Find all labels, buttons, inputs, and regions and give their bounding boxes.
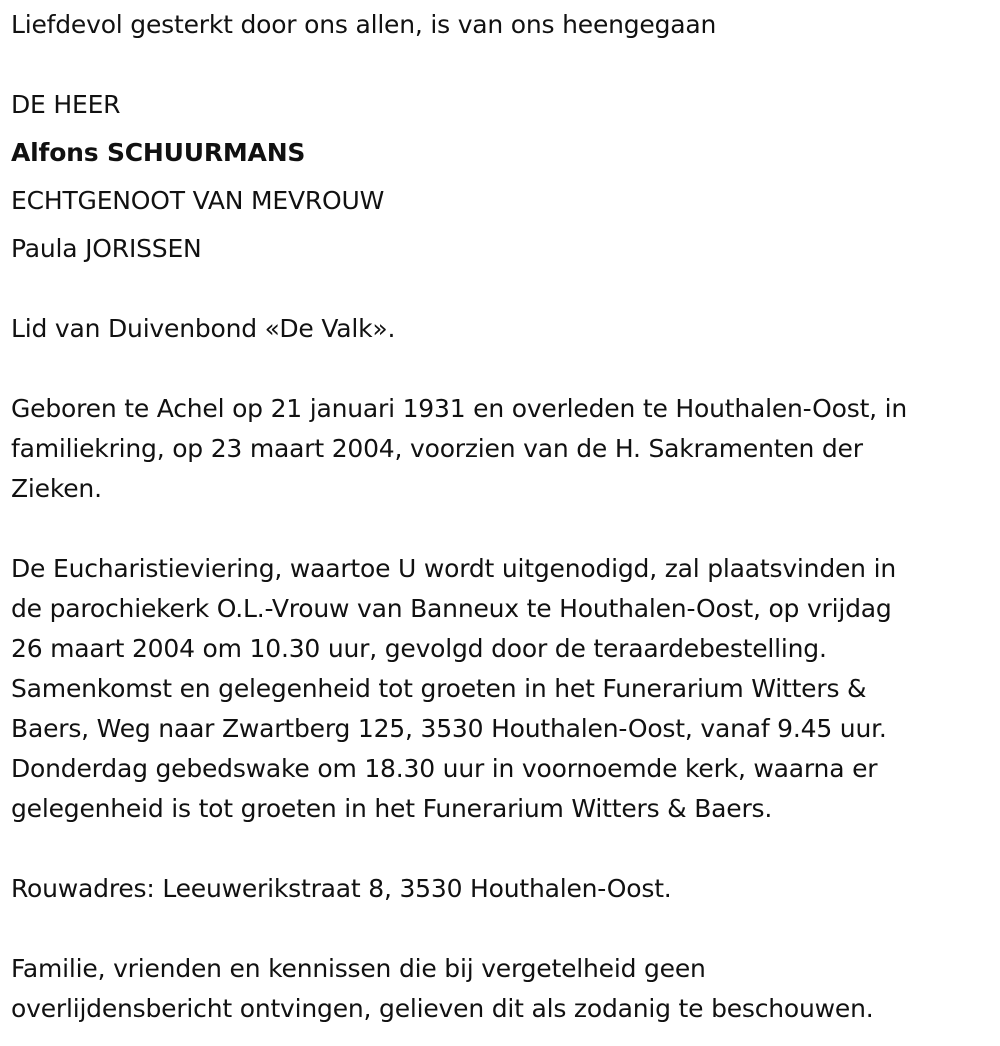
ceremony-line-1: De Eucharistieviering, waartoe U wordt uitgenodigd, zal plaatsvinden in [11,554,896,583]
ceremony-line-6: Donderdag gebedswake om 18.30 uur in voornoemde kerk, waarna er [11,754,878,783]
birth-death-line-3: Zieken. [11,474,102,503]
ceremony-line-4: Samenkomst en gelegenheid tot groeten in het Funerarium Witters & [11,674,867,703]
ceremony-line-2: de parochiekerk O.L.-Vrouw van Banneux te Houthalen-Oost, op vrijdag [11,594,892,623]
deceased-name: Alfons SCHUURMANS [11,138,306,167]
ceremony-line-7: gelegenheid is tot groeten in het Funerarium Witters & Baers. [11,794,773,823]
closing-line-1: Familie, vrienden en kennissen die bij vergetelheid geen [11,954,706,983]
birth-death-line-1: Geboren te Achel op 21 januari 1931 en overleden te Houthalen-Oost, in [11,394,908,423]
intro-line: Liefdevol gesterkt door ons allen, is van ons heengegaan [11,10,717,39]
spouse-name: Paula JORISSEN [11,234,202,263]
spouse-label: ECHTGENOOT VAN MEVROUW [11,186,385,215]
birth-death-line-2: familiekring, op 23 maart 2004, voorzien van de H. Sakramenten der [11,434,863,463]
membership-line: Lid van Duivenbond «De Valk». [11,314,396,343]
closing-line-2: overlijdensbericht ontvingen, gelieven dit als zodanig te beschouwen. [11,994,874,1023]
ceremony-line-3: 26 maart 2004 om 10.30 uur, gevolgd door de teraardebestelling. [11,634,827,663]
mourning-address: Rouwadres: Leeuwerikstraat 8, 3530 Houthalen-Oost. [11,874,672,903]
ceremony-line-5: Baers, Weg naar Zwartberg 125, 3530 Houthalen-Oost, vanaf 9.45 uur. [11,714,887,743]
title-prefix: DE HEER [11,90,121,119]
